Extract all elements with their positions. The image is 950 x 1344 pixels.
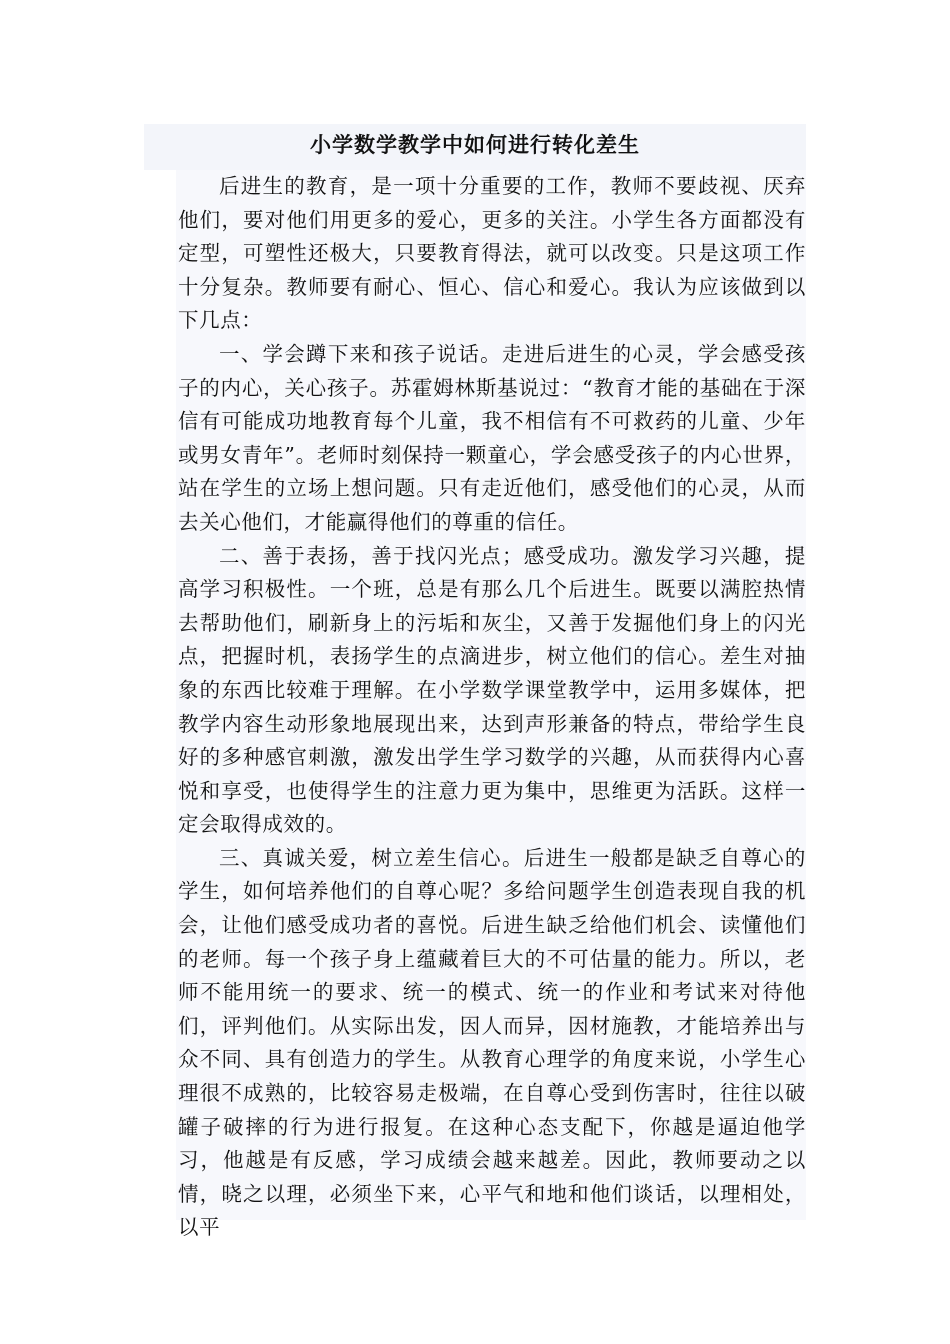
- point-two-paragraph: 二、善于表扬，善于找闪光点；感受成功。激发学习兴趣，提高学习积极性。一个班，总是有那么几个后进生。既要以满腔热情去帮助他们，刷新身上的污垢和灰尘，又善于发掘他们身上的闪光点，把握时机，表扬学生的点滴进步，树立他们的信心。差生对抽象的东西比较难于理解。在小学数学课堂教学中，运用多媒体，把教学内容生动形象地展现出来，达到声形兼备的特点，带给学生良好的多种感官刺激，激发出学生学习数学的兴趣，从而获得内心喜悦和享受，也使得学生的注意力更为集中，思维更为活跃。这样一定会取得成效的。: [178, 543, 806, 837]
- document-body: [178, 170, 806, 1245]
- point-one-paragraph: 一、学会蹲下来和孩子说话。走进后进生的心灵，学会感受孩子的内心，关心孩子。苏霍姆林斯基说过：“教育才能的基础在于深信有可能成功地教育每个儿童，我不相信有不可救药的儿童、少年或男女青年”。老师时刻保持一颗童心，学会感受孩子的内心世界，站在学生的立场上想问题。只有走近他们，感受他们的心灵，从而去关心他们，才能赢得他们的尊重的信任。: [178, 341, 806, 534]
- document-title: 小学数学教学中如何进行转化差生: [310, 132, 640, 157]
- point-three-paragraph: 三、真诚关爱，树立差生信心。后进生一般都是缺乏自尊心的学生，如何培养他们的自尊心呢？多给问题学生创造表现自我的机会，让他们感受成功者的喜悦。后进生缺乏给他们机会、读懂他们的老师。每一个孩子身上蕴藏着巨大的不可估量的能力。所以，老师不能用统一的要求、统一的模式、统一的作业和考试来对待他们，评判他们。从实际出发，因人而异，因材施教，才能培养出与众不同、具有创造力的学生。从教育心理学的角度来说，小学生心理很不成熟的，比较容易走极端，在自尊心受到伤害时，往往以破罐子破摔的行为进行报复。在这种心态支配下，你越是逼迫他学习，他越是有反感，学习成绩会越来越差。因此，教师要动之以情，晓之以理，必须坐下来，心平气和地和他们谈话，以理相处，以平: [178, 845, 806, 1240]
- intro-paragraph: 后进生的教育，是一项十分重要的工作，教师不要歧视、厌弃他们，要对他们用更多的爱心，更多的关注。小学生各方面都没有定型，可塑性还极大，只要教育得法，就可以改变。只是这项工作十分复杂。教师要有耐心、恒心、信心和爱心。我认为应该做到以下几点：: [178, 174, 806, 333]
